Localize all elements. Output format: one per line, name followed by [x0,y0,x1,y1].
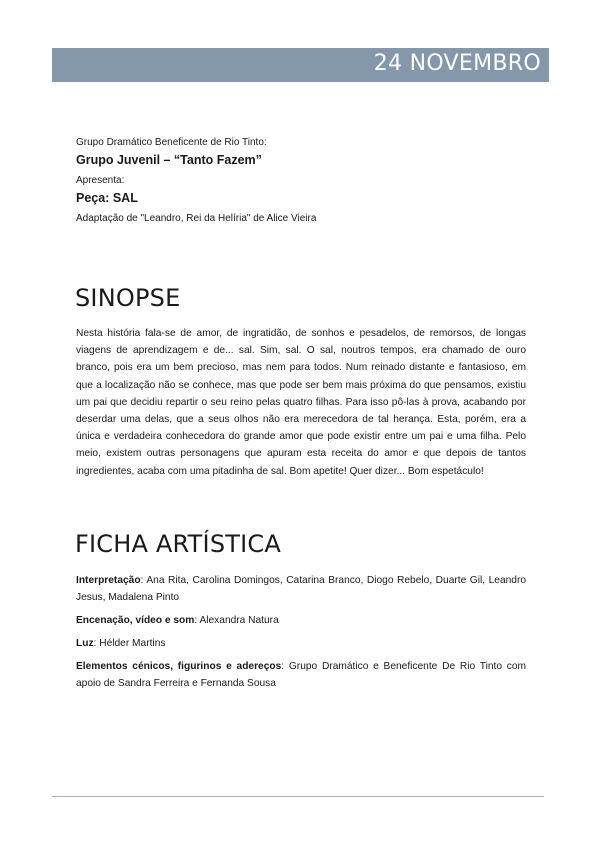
credit-label: Encenação, vídeo e som [76,615,195,626]
header-bar [52,48,549,82]
credit-value: Hélder Martins [96,638,166,649]
credit-item: Elementos cénicos, figurinos e adereços: Grupo Dramático e Beneficente De Rio Tinto com apoio de Sandra Ferreira e Fernanda Sousa [76,661,526,689]
credit-item: Encenação, vídeo e som: Alexandra Natura [76,615,279,626]
credit-label: Elementos cénicos, figurinos e adereços [76,661,282,672]
synopsis-heading: SINOPSE [75,284,181,312]
play-title: Peça: SAL [76,191,138,205]
credit-item: Luz: Hélder Martins [76,638,166,649]
credit-label: Luz [76,638,94,649]
synopsis-text: Nesta história fala-se de amor, de ingratidão, de sonhos e pesadelos, de remorsos, de longas viagens de aprendizagem e de... sal. Sim, sal. O sal, noutros tempos, era chamado de ouro branco, pois era um bem precioso, mas nem para todos. Num reinado distante e fantasioso, em que a localização não se conhece, mas que pode ser bem mais próxima do que pensamos, existiu um pai que decidiu repartir o seu reino pelas quatro filhas. Para isso pô-las à prova, acabando por deserdar uma delas, que a seus olhos não era merecedora de tal herança. Esta, porém, era a única e verdadeira conhecedora do grande amor que pode existir entre um pai e uma filha. Pelo meio, existem outras personagens que apuram esta receita do amor e que depois de tantos ingredientes, acaba com uma pitadinha de sal. Bom apetite! Quer dizer... Bom espetáculo! [76,328,526,477]
credit-value: Ana Rita, Carolina Domingos, Catarina Branco, Diogo Rebelo, Duarte Gil, Leandro Jesus, Madalena Pinto [76,575,526,603]
credit-item: Interpretação: Ana Rita, Carolina Domingos, Catarina Branco, Diogo Rebelo, Duarte Gil, Leandro Jesus, Madalena Pinto [76,575,526,603]
credits-heading: FICHA ARTÍSTICA [75,530,281,558]
credit-value: Grupo Dramático e Beneficente De Rio Tinto com apoio de Sandra Ferreira e Fernanda Sousa [76,661,526,689]
footer-divider [52,796,544,797]
intro-block [76,136,546,225]
credits-list [76,572,526,698]
credit-value: Alexandra Natura [197,615,279,626]
credit-label: Interpretação [76,575,141,586]
presents-label: Apresenta: [76,175,125,186]
adaptation-note: Adaptação de "Leandro, Rei da Helíria" de Alice Vieira [76,213,317,224]
group-name: Grupo Dramático Beneficente de Rio Tinto: [76,137,267,148]
header-date: 24 NOVEMBRO [373,51,541,76]
subgroup-name: Grupo Juvenil – “Tanto Fazem” [76,153,262,167]
